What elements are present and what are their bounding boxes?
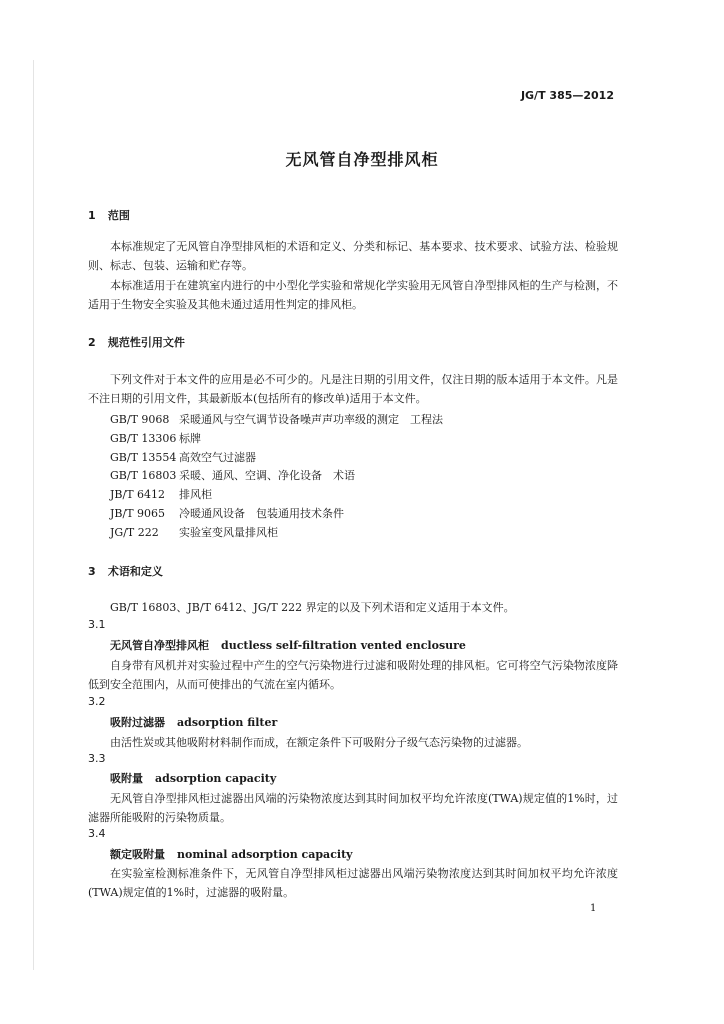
term-definition: 在实验室检测标准条件下，无风管自净型排风柜过滤器出风端污染物浓度达到其时间加权平均允许浓度(TWA)规定值的1%时，过滤器的吸附量。 — [88, 867, 618, 899]
term-chinese: 吸附过滤器 — [110, 716, 165, 729]
reference-title: 高效空气过滤器 — [179, 451, 256, 464]
reference-title: 标牌 — [179, 432, 201, 445]
clause-number: 3.4 — [88, 827, 106, 840]
term-definition: 自身带有风机并对实验过程中产生的空气污染物进行过滤和吸附处理的排风柜。它可将空气污染物浓度降低到安全范围内，从而可使排出的气流在室内循环。 — [88, 659, 618, 691]
scope-paragraph-1: 本标准规定了无风管自净型排风柜的术语和定义、分类和标记、基本要求、技术要求、试验方法、检验规则、标志、包装、运输和贮存等。 — [88, 240, 618, 272]
term-heading — [110, 846, 353, 862]
reference-item — [110, 467, 355, 483]
terms-intro: GB/T 16803、JB/T 6412、JG/T 222 界定的以及下列术语和定义适用于本文件。 — [110, 601, 515, 614]
scan-edge-line — [33, 60, 34, 970]
section-title: 规范性引用文件 — [107, 336, 185, 349]
reference-code: JG/T 222 — [110, 526, 159, 539]
term-english: ductless self-filtration vented enclosure — [221, 639, 466, 652]
clause-number: 3.3 — [88, 752, 106, 765]
reference-code: JB/T 6412 — [110, 488, 166, 501]
reference-title: 冷暖通风设备 包装通用技术条件 — [179, 507, 344, 520]
term-chinese: 吸附量 — [110, 772, 143, 785]
term-english: adsorption capacity — [155, 772, 277, 785]
clause-number: 3.1 — [88, 618, 106, 631]
reference-code: GB/T 16803 — [110, 469, 177, 482]
term-chinese: 无风管自净型排风柜 — [110, 639, 209, 652]
standard-code: JG/T 385—2012 — [520, 89, 614, 102]
section-number: 3 — [88, 565, 96, 578]
reference-item — [110, 524, 278, 540]
reference-code: GB/T 9068 — [110, 413, 170, 426]
document-title: 无风管自净型排风柜 — [285, 150, 439, 169]
section-heading-2 — [88, 334, 185, 350]
clause-number: 3.2 — [88, 695, 106, 708]
section-number: 1 — [88, 209, 96, 222]
scope-paragraph-2: 本标准适用于在建筑室内进行的中小型化学实验和常规化学实验用无风管自净型排风柜的生产与检测，不适用于生物安全实验及其他未通过适用性判定的排风柜。 — [88, 279, 618, 311]
term-heading — [110, 637, 466, 653]
reference-title: 排风柜 — [179, 488, 212, 501]
section-title: 术语和定义 — [107, 565, 163, 578]
section-title: 范围 — [107, 209, 130, 222]
term-heading — [110, 714, 277, 730]
reference-item — [110, 411, 443, 427]
references-intro: 下列文件对于本文件的应用是必不可少的。凡是注日期的引用文件，仅注日期的版本适用于本文件。凡是不注日期的引用文件，其最新版本(包括所有的修改单)适用于本文件。 — [88, 373, 618, 405]
reference-item — [110, 430, 201, 446]
section-heading-1 — [88, 207, 130, 223]
reference-item — [110, 505, 344, 521]
term-definition: 由活性炭或其他吸附材料制作而成，在额定条件下可吸附分子级气态污染物的过滤器。 — [110, 736, 528, 749]
reference-item — [110, 449, 256, 465]
term-definition: 无风管自净型排风柜过滤器出风端的污染物浓度达到其时间加权平均允许浓度(TWA)规定值的1%时，过滤器所能吸附的污染物质量。 — [88, 792, 618, 824]
reference-code: JB/T 9065 — [110, 507, 166, 520]
reference-title: 采暖通风与空气调节设备噪声声功率级的测定 工程法 — [179, 413, 443, 426]
term-english: nominal adsorption capacity — [177, 848, 353, 861]
term-chinese: 额定吸附量 — [110, 848, 165, 861]
term-english: adsorption filter — [177, 716, 278, 729]
reference-code: GB/T 13554 — [110, 451, 177, 464]
reference-item — [110, 486, 212, 502]
page-number: 1 — [590, 903, 597, 914]
term-heading — [110, 770, 276, 786]
section-number: 2 — [88, 336, 96, 349]
reference-title: 实验室变风量排风柜 — [179, 526, 278, 539]
section-heading-3 — [88, 563, 163, 579]
reference-code: GB/T 13306 — [110, 432, 177, 445]
reference-title: 采暖、通风、空调、净化设备 术语 — [179, 469, 355, 482]
